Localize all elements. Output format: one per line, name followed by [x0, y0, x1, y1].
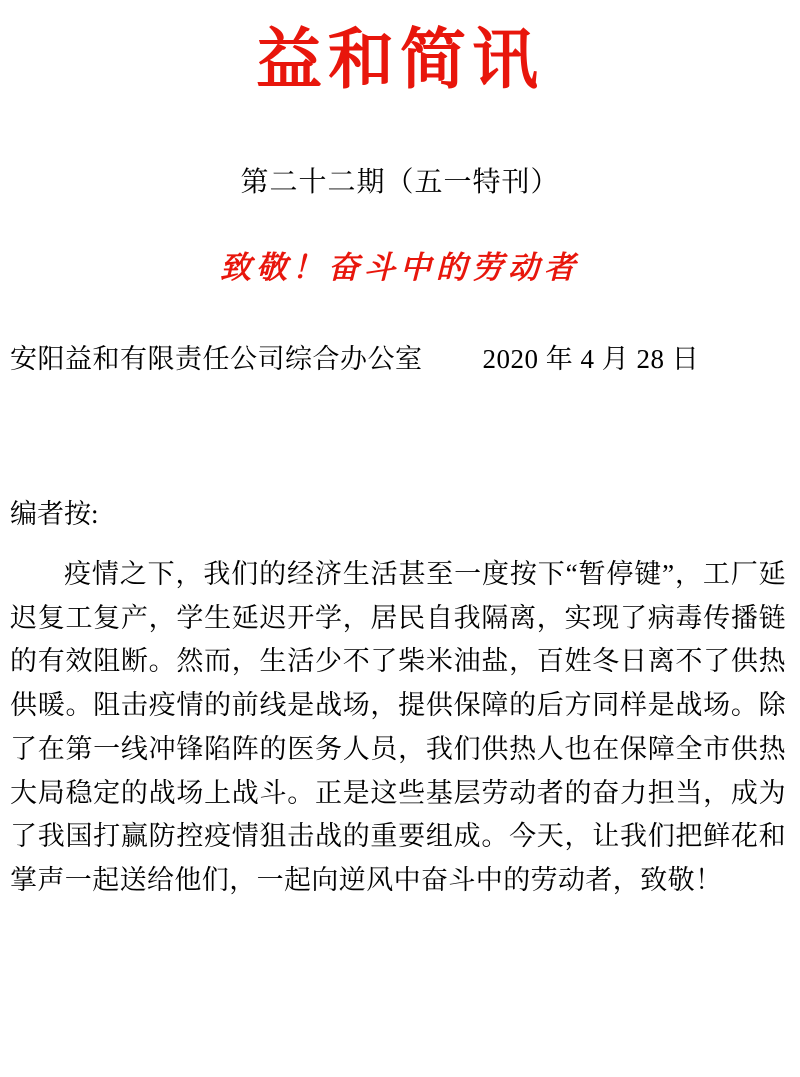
editor-note-paragraph: 疫情之下，我们的经济生活甚至一度按下“暂停键”，工厂延迟复工复产，学生延迟开学，居民自我隔离，实现了病毒传播链的有效阻断。然而，生活少不了柴米油盐，百姓冬日离不了供热供暖。阻击疫情的前线是战场，提供保障的后方同样是战场。除了在第一线冲锋陷阵的医务人员，我们供热人也在保障全市供热大局稳定的战场上战斗。正是这些基层劳动者的奋力担当，成为了我国打赢防控疫情狙击战的重要组成。今天，让我们把鲜花和掌声一起送给他们，一起向逆风中奋斗中的劳动者，致敬！: [10, 558, 786, 896]
editor-note-label: 编者按:: [10, 498, 99, 529]
byline-organization: 安阳益和有限责任公司综合办公室: [10, 343, 423, 374]
byline: [0, 337, 800, 376]
byline-date: 2020 年 4 月 28 日: [482, 343, 700, 374]
masthead-title: 益和简讯: [256, 20, 544, 98]
issue-number: 第二十二期（五一特刊）: [240, 166, 560, 198]
special-slogan: 致敬！奋斗中的劳动者: [220, 249, 580, 286]
